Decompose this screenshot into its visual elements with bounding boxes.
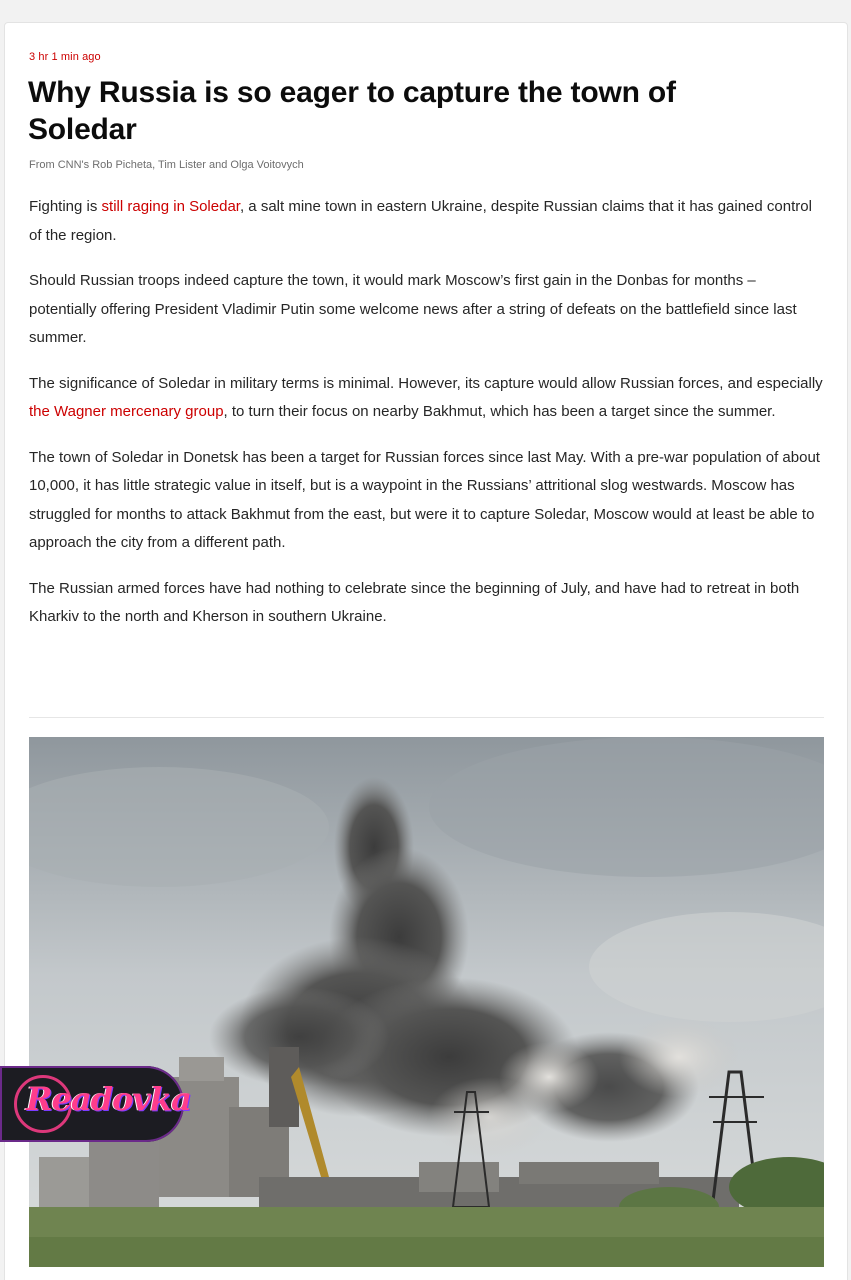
paragraph-4: The town of Soledar in Donetsk has been a target for Russian forces since last May. With a pre-war population of about 10,000, it has little strategic value in itself, but is a waypoint in the Russians’ attritional slog westwards. Moscow has struggled for months to attack Bakhmut from the east, but were it to capture Soledar, Moscow would at least be able to approach the city from a different path. (29, 448, 820, 551)
smoke-over-industrial-site-photo (29, 737, 824, 1267)
link-wagner-group[interactable]: the Wagner mercenary group (29, 403, 224, 420)
watermark-logo: Readovka (26, 1080, 191, 1118)
headline: Why Russia is so eager to capture the town of Soledar (28, 76, 676, 146)
paragraph-1: Fighting is still raging in Soledar, a salt mine town in eastern Ukraine, despite Russian claims that it has gained control of the region. (29, 198, 812, 244)
article-body (29, 193, 824, 649)
link-still-raging[interactable]: still raging in Soledar (101, 198, 240, 215)
paragraph-5: The Russian armed forces have had nothing to celebrate since the beginning of July, and have had to retreat in both Kharkiv to the north and Kherson in southern Ukraine. (29, 579, 800, 625)
byline: From CNN's Rob Picheta, Tim Lister and Olga Voitovych (29, 159, 304, 171)
article-photo[interactable] (29, 737, 824, 1267)
paragraph-2: Should Russian troops indeed capture the town, it would mark Moscow’s first gain in the Donbas for months – potentially offering President Vladimir Putin some welcome news after a string of defeats on the battlefield since last summer. (29, 272, 797, 346)
timestamp: 3 hr 1 min ago (29, 51, 101, 63)
paragraph-3: The significance of Soledar in military terms is minimal. However, its capture would allow Russian forces, and especially the Wagner mercenary group, to turn their focus on nearby Bakhmut, which has been a target since the summer. (29, 374, 823, 420)
divider (29, 717, 824, 718)
